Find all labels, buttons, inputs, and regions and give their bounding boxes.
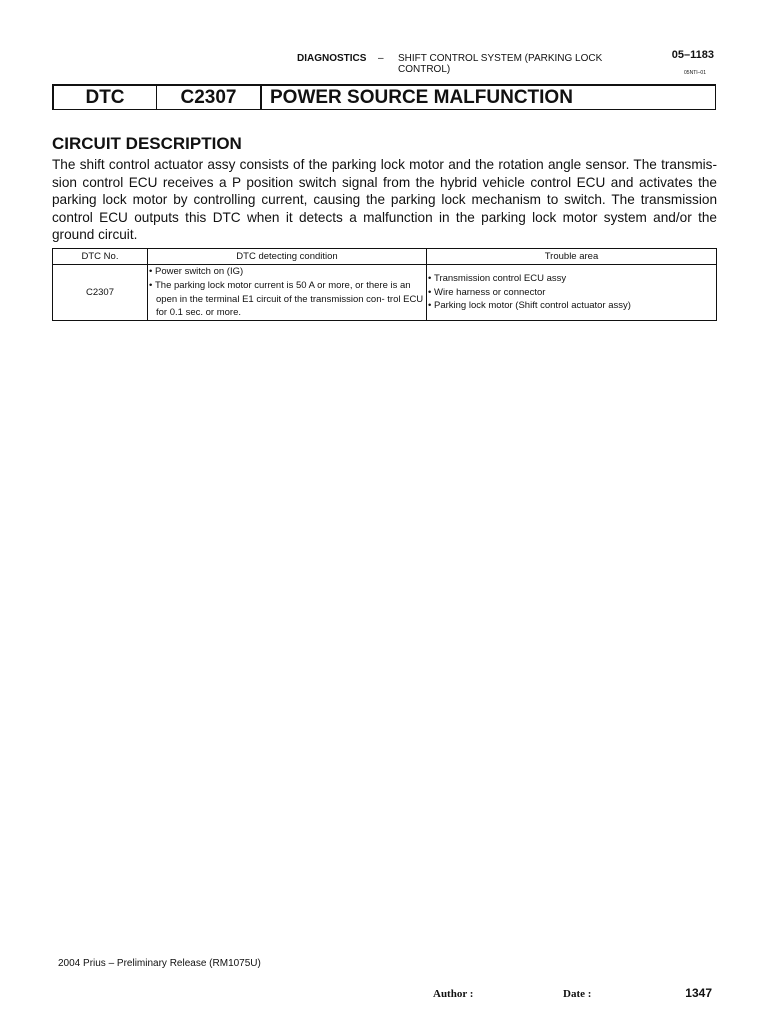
dtc-code: C2307	[157, 86, 262, 109]
column-header-condition: DTC detecting condition	[148, 249, 427, 265]
dtc-name: POWER SOURCE MALFUNCTION	[270, 86, 573, 108]
trouble-item	[427, 286, 716, 300]
header-page-code: 05–1183	[671, 49, 714, 61]
bullet-icon: •	[149, 266, 153, 278]
bullet-icon: •	[428, 286, 432, 298]
header-section: DIAGNOSTICS	[297, 53, 367, 64]
condition-item	[148, 265, 426, 279]
cell-trouble-area	[427, 265, 717, 321]
trouble-text: Parking lock motor (Shift control actuator assy)	[434, 300, 631, 312]
column-header-trouble-area: Trouble area	[427, 249, 717, 265]
bullet-icon: •	[428, 300, 432, 312]
description-line: control ECU outputs this DTC when it detects a malfunction in the parking lock motor system and/or the	[52, 209, 717, 225]
condition-text: Power switch on (IG)	[155, 266, 244, 278]
header-doc-id: 05NTI–01	[684, 70, 706, 76]
bullet-icon: •	[428, 272, 432, 284]
footer-release: 2004 Prius – Preliminary Release (RM1075U)	[58, 958, 261, 969]
table-row	[53, 265, 717, 321]
dtc-table	[52, 248, 717, 321]
bullet-icon: •	[149, 279, 153, 291]
circuit-description	[52, 156, 717, 244]
description-line: The shift control actuator assy consists of the parking lock motor and the rotation angle sensor. The transmis-	[52, 157, 717, 172]
description-line: sion control ECU receives a P position switch signal from the hybrid vehicle control ECU and activates the	[52, 174, 717, 190]
description-line: parking lock motor by controlling current, causing the parking lock mechanism to switch. The transmission	[52, 192, 717, 207]
section-heading: CIRCUIT DESCRIPTION	[52, 134, 242, 153]
footer-date-label: Date :	[563, 988, 592, 1000]
header-title: SHIFT CONTROL SYSTEM (PARKING LOCK CONTROL)	[398, 53, 603, 75]
dtc-label: DTC	[54, 86, 157, 109]
dtc-title-box	[52, 84, 716, 110]
condition-item	[148, 279, 426, 320]
header-dash: –	[378, 53, 384, 64]
column-header-dtc-no: DTC No.	[53, 249, 148, 265]
cell-condition	[148, 265, 427, 321]
footer-author-label: Author :	[433, 988, 474, 1000]
footer-page-number: 1347	[685, 986, 712, 1000]
trouble-item	[427, 272, 716, 286]
table-header-row	[53, 249, 717, 265]
trouble-text: Transmission control ECU assy	[434, 272, 567, 284]
trouble-item	[427, 299, 716, 313]
trouble-text: Wire harness or connector	[434, 286, 546, 298]
cell-dtc-code: C2307	[53, 265, 148, 321]
condition-text: The parking lock motor current is 50 A or more, or there is an open in the terminal E1 circuit of the transmission con- trol ECU for 0.1 sec. or more.	[155, 279, 424, 319]
description-line: ground circuit.	[52, 227, 138, 242]
